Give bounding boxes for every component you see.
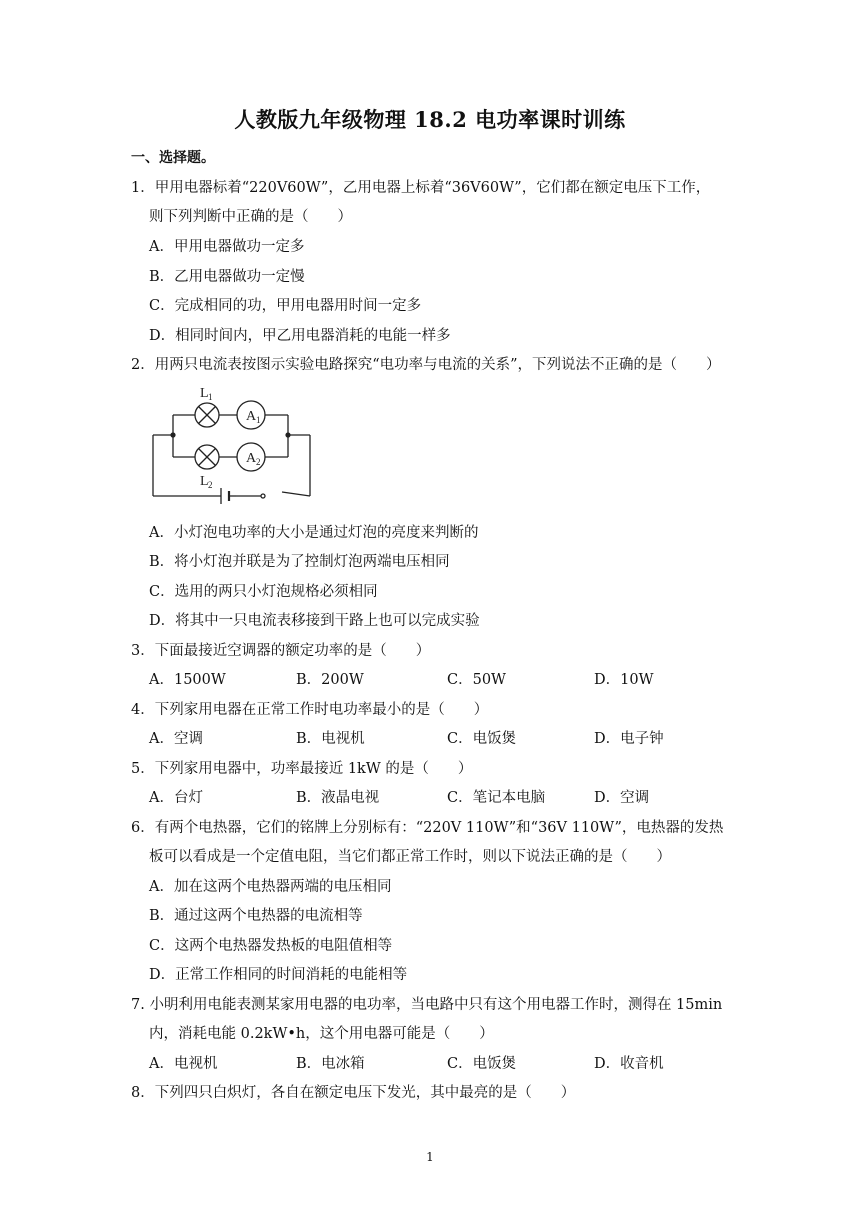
- question-3-option-b: B．200W: [296, 672, 364, 688]
- question-5-option-b: B．液晶电视: [296, 790, 380, 806]
- question-1-option-d: D．相同时间内，甲乙用电器消耗的电能一样多: [149, 328, 451, 344]
- question-4-line-1: 4．下列家用电器在正常工作时电功率最小的是（ ）: [131, 702, 489, 718]
- question-5-line-1: 5．下列家用电器中，功率最接近 1kW 的是（ ）: [131, 761, 473, 777]
- circuit-diagram: [146, 380, 316, 504]
- lamp-l1-label: L: [200, 386, 209, 401]
- question-6-line-1: 6．有两个电热器，它们的铭牌上分别标有：“220V 110W”和“36V 110W”，电热器的发热: [131, 820, 724, 836]
- lamp-l2-icon: [195, 445, 219, 469]
- question-7-option-a: A．电视机: [149, 1056, 218, 1072]
- question-2-line-1: 2．用两只电流表按图示实验电路探究“电功率与电流的关系”，下列说法不正确的是（ ）: [131, 357, 721, 373]
- lamp-l1-icon: [195, 403, 219, 427]
- question-1-option-a: A．甲用电器做功一定多: [149, 239, 305, 255]
- question-5-option-c: C．笔记本电脑: [447, 790, 546, 806]
- question-4-option-d: D．电子钟: [594, 731, 664, 747]
- question-2-option-d: D．将其中一只电流表移接到干路上也可以完成实验: [149, 613, 480, 629]
- junction-dot: [170, 432, 175, 437]
- svg-text:A: A: [246, 451, 257, 466]
- question-5-option-a: A．台灯: [149, 790, 203, 806]
- question-7-option-d: D．收音机: [594, 1056, 664, 1072]
- svg-text:1: 1: [256, 415, 261, 425]
- question-6-option-b: B．通过这两个电热器的电流相等: [149, 908, 363, 924]
- question-6-line-2: 板可以看成是一个定值电阻，当它们都正常工作时，则以下说法正确的是（ ）: [149, 849, 671, 865]
- question-1-option-b: B．乙用电器做功一定慢: [149, 269, 305, 285]
- lamp-l2-label: L: [200, 474, 209, 489]
- question-5-option-d: D．空调: [594, 790, 650, 806]
- question-3-option-d: D．10W: [594, 672, 654, 688]
- question-4-option-c: C．电饭煲: [447, 731, 517, 747]
- page-number: 1: [426, 1150, 434, 1164]
- question-3-option-a: A．1500W: [149, 672, 226, 688]
- question-4-option-b: B．电视机: [296, 731, 365, 747]
- junction-dot: [285, 432, 290, 437]
- question-7-option-c: C．电饭煲: [447, 1056, 517, 1072]
- question-6-option-c: C．这两个电热器发热板的电阻值相等: [149, 938, 393, 954]
- question-2-option-c: C．选用的两只小灯泡规格必须相同: [149, 584, 378, 600]
- question-3-line-1: 3．下面最接近空调器的额定功率的是（ ）: [131, 643, 431, 659]
- question-2-option-b: B．将小灯泡并联是为了控制灯泡两端电压相同: [149, 554, 450, 570]
- lamp-l2-subscript: 2: [208, 480, 213, 490]
- question-1-line-1: 1．甲用电器标着“220V60W”，乙用电器上标着“36V60W”，它们都在额定电压下工作，: [131, 180, 711, 196]
- lamp-l1-subscript: 1: [208, 392, 213, 402]
- svg-text:2: 2: [256, 457, 261, 467]
- question-7-option-b: B．电冰箱: [296, 1056, 365, 1072]
- question-4-option-a: A．空调: [149, 731, 203, 747]
- question-7-line-1: 7. 小明利用电能表测某家用电器的电功率，当电路中只有这个用电器工作时，测得在 15min: [131, 997, 723, 1013]
- question-2-option-a: A．小灯泡电功率的大小是通过灯泡的亮度来判断的: [149, 525, 479, 541]
- ammeter-a1-icon: [237, 401, 265, 429]
- question-3-option-c: C．50W: [447, 672, 506, 688]
- question-1-option-c: C．完成相同的功，甲用电器用时间一定多: [149, 298, 422, 314]
- section-heading: 一、选择题。: [131, 150, 215, 166]
- ammeter-a2-icon: [237, 443, 265, 471]
- question-6-option-d: D．正常工作相同的时间消耗的电能相等: [149, 967, 408, 983]
- question-1-line-2: 则下列判断中正确的是（ ）: [149, 209, 352, 225]
- question-7-line-2: 内，消耗电能 0.2kW•h，这个用电器可能是（ ）: [149, 1026, 494, 1042]
- svg-text:A: A: [246, 409, 257, 424]
- question-6-option-a: A．加在这两个电热器两端的电压相同: [149, 879, 392, 895]
- question-8-line-1: 8．下列四只白炽灯，各自在额定电压下发光，其中最亮的是（ ）: [131, 1085, 576, 1101]
- page-title: 人教版九年级物理 18.2 电功率课时训练: [234, 107, 626, 132]
